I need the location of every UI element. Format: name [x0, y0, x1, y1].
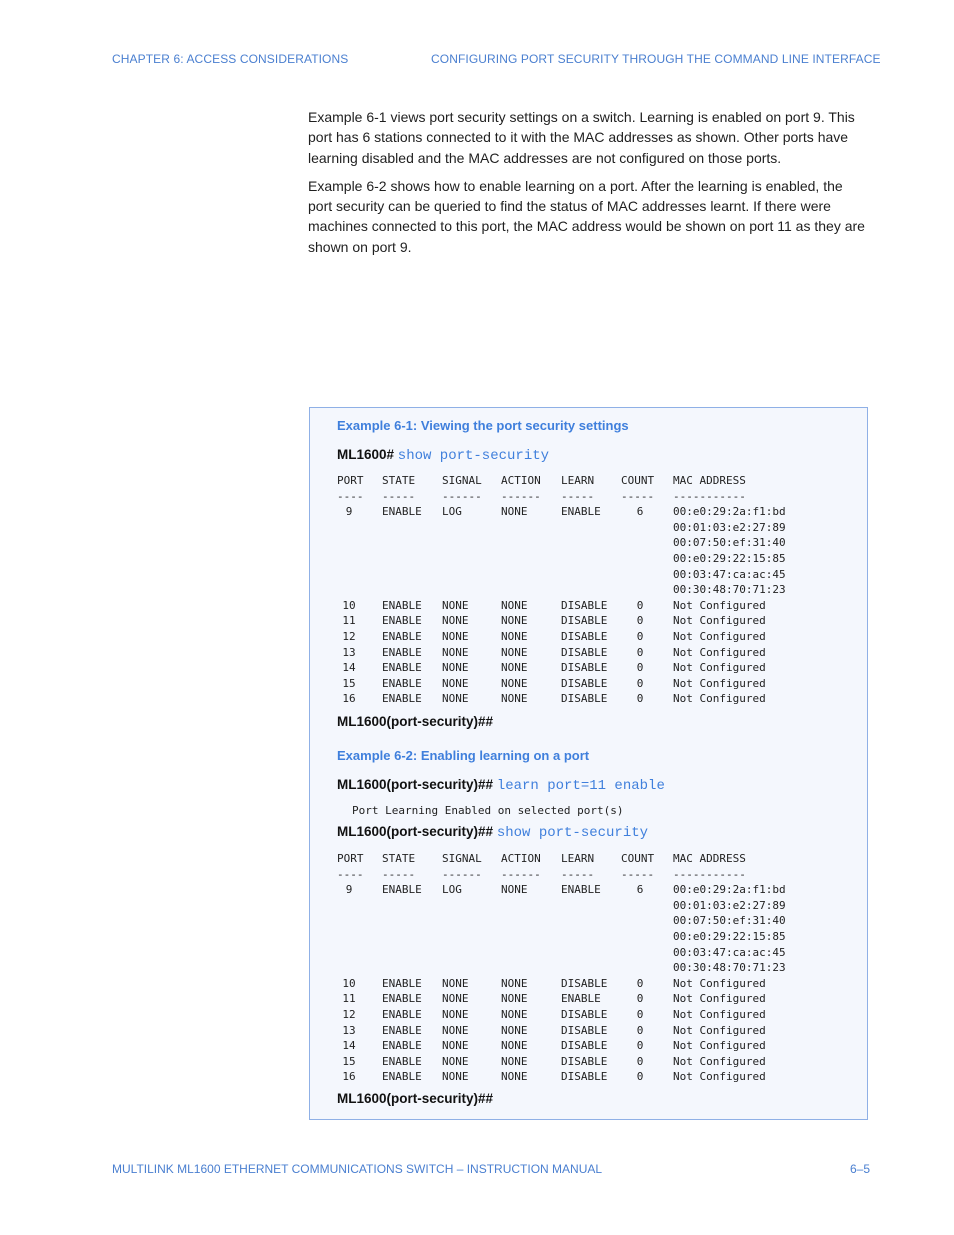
cell-mac: Not Configured: [673, 1007, 766, 1021]
cell-action: NONE: [501, 1023, 528, 1037]
cell-count: 0: [636, 992, 644, 1006]
cell-mac: Not Configured: [673, 992, 766, 1006]
col-action-header: ACTION: [501, 474, 541, 487]
cell-action: NONE: [501, 614, 528, 628]
col-count-header: COUNT: [621, 852, 655, 865]
cell-learn: ENABLE: [561, 992, 601, 1006]
cell-count: 0: [636, 1023, 644, 1037]
cell-action: NONE: [501, 1007, 528, 1021]
col-action-separator: ------: [501, 867, 541, 881]
cell-port: 13: [342, 1023, 356, 1037]
cell-action: NONE: [501, 692, 528, 706]
cell-port: 10: [342, 598, 356, 612]
cell-state: ENABLE: [382, 692, 422, 706]
example1-end-prompt: ML1600(port-security)##: [337, 714, 494, 729]
cell-port: 16: [342, 1070, 356, 1084]
example2-response: Port Learning Enabled on selected port(s): [352, 804, 624, 817]
cell-state: ENABLE: [382, 661, 422, 675]
cell-state: ENABLE: [382, 614, 422, 628]
cell-action: NONE: [501, 505, 528, 519]
col-learn-header: LEARN: [561, 474, 595, 487]
cell-signal: NONE: [442, 614, 469, 628]
col-learn-header: LEARN: [561, 852, 595, 865]
cell-count: 0: [636, 976, 644, 990]
example2-prompt-1: ML1600(port-security)##: [337, 777, 497, 792]
cell-count: 0: [636, 1070, 644, 1084]
cell-mac: 00:e0:29:22:15:85: [673, 551, 786, 565]
cell-signal: NONE: [442, 645, 469, 659]
cell-state: ENABLE: [382, 1070, 422, 1084]
cell-mac: 00:01:03:e2:27:89: [673, 520, 786, 534]
col-count-header: COUNT: [621, 474, 655, 487]
cell-action: NONE: [501, 992, 528, 1006]
example2-command-line-1: [337, 777, 665, 794]
example1-command-line: [337, 447, 549, 464]
cell-port: 14: [342, 661, 356, 675]
cell-learn: DISABLE: [561, 1007, 608, 1021]
col-mac-header: MAC ADDRESS: [673, 474, 746, 487]
cell-state: ENABLE: [382, 976, 422, 990]
cell-mac: Not Configured: [673, 1070, 766, 1084]
cell-learn: DISABLE: [561, 614, 608, 628]
cell-count: 0: [636, 661, 644, 675]
cell-action: NONE: [501, 976, 528, 990]
cell-action: NONE: [501, 598, 528, 612]
col-count-separator: -----: [621, 489, 655, 503]
cell-mac: Not Configured: [673, 645, 766, 659]
cell-signal: NONE: [442, 1039, 469, 1053]
example2-end-prompt: ML1600(port-security)##: [337, 1091, 494, 1106]
footer-page-number: 6–5: [849, 1162, 870, 1176]
cell-port: 9: [345, 883, 353, 897]
cell-learn: DISABLE: [561, 661, 608, 675]
cell-mac: 00:03:47:ca:ac:45: [673, 945, 786, 959]
cell-signal: NONE: [442, 1023, 469, 1037]
col-state-separator: -----: [382, 489, 416, 503]
cell-learn: DISABLE: [561, 598, 608, 612]
cell-state: ENABLE: [382, 505, 422, 519]
cell-state: ENABLE: [382, 1023, 422, 1037]
cell-action: NONE: [501, 1054, 528, 1068]
col-learn-separator: -----: [561, 489, 595, 503]
cell-port: 9: [345, 505, 353, 519]
cell-mac: Not Configured: [673, 676, 766, 690]
col-learn-separator: -----: [561, 867, 595, 881]
cell-state: ENABLE: [382, 629, 422, 643]
cell-mac: Not Configured: [673, 614, 766, 628]
example2-command-1: learn port=11 enable: [496, 778, 665, 794]
col-mac-header: MAC ADDRESS: [673, 852, 746, 865]
example-box: [309, 407, 868, 1120]
example1-title: Example 6-1: Viewing the port security settings: [337, 418, 629, 433]
cell-mac: 00:01:03:e2:27:89: [673, 898, 786, 912]
example2-prompt-2: ML1600(port-security)##: [337, 824, 497, 839]
cell-action: NONE: [501, 629, 528, 643]
cell-port: 16: [342, 692, 356, 706]
cell-mac: 00:e0:29:22:15:85: [673, 929, 786, 943]
cell-mac: 00:30:48:70:71:23: [673, 583, 786, 597]
cell-action: NONE: [501, 676, 528, 690]
cell-signal: NONE: [442, 1070, 469, 1084]
cell-state: ENABLE: [382, 645, 422, 659]
cell-mac: Not Configured: [673, 1054, 766, 1068]
col-action-header: ACTION: [501, 852, 541, 865]
col-signal-header: SIGNAL: [442, 474, 482, 487]
col-port-separator: ----: [337, 867, 364, 881]
cell-mac: 00:30:48:70:71:23: [673, 961, 786, 975]
cell-signal: NONE: [442, 976, 469, 990]
cell-signal: NONE: [442, 629, 469, 643]
col-state-separator: -----: [382, 867, 416, 881]
col-state-header: STATE: [382, 852, 416, 865]
example1-command: show port-security: [397, 448, 550, 464]
col-count-separator: -----: [621, 867, 655, 881]
cell-count: 0: [636, 614, 644, 628]
example2-command-2: show port-security: [496, 825, 649, 841]
cell-port: 12: [342, 629, 356, 643]
cell-port: 11: [342, 992, 356, 1006]
col-port-header: PORT: [337, 474, 364, 487]
cell-port: 15: [342, 676, 356, 690]
cell-count: 0: [636, 676, 644, 690]
cell-signal: NONE: [442, 692, 469, 706]
example2-title: Example 6-2: Enabling learning on a port: [337, 748, 590, 763]
col-port-header: PORT: [337, 852, 364, 865]
cell-state: ENABLE: [382, 1054, 422, 1068]
cell-learn: DISABLE: [561, 645, 608, 659]
cell-mac: 00:07:50:ef:31:40: [673, 536, 786, 550]
cell-mac: Not Configured: [673, 1023, 766, 1037]
col-signal-header: SIGNAL: [442, 852, 482, 865]
cell-count: 6: [636, 505, 644, 519]
cell-mac: 00:e0:29:2a:f1:bd: [673, 505, 786, 519]
cell-mac: Not Configured: [673, 976, 766, 990]
cell-mac: Not Configured: [673, 661, 766, 675]
cell-state: ENABLE: [382, 1039, 422, 1053]
cell-count: 0: [636, 598, 644, 612]
cell-count: 0: [636, 1054, 644, 1068]
cell-count: 0: [636, 1039, 644, 1053]
col-signal-separator: ------: [442, 867, 482, 881]
cell-action: NONE: [501, 661, 528, 675]
cell-count: 0: [636, 692, 644, 706]
col-action-separator: ------: [501, 489, 541, 503]
cell-count: 0: [636, 645, 644, 659]
cell-learn: DISABLE: [561, 1039, 608, 1053]
col-mac-separator: -----------: [673, 867, 746, 881]
cell-learn: ENABLE: [561, 883, 601, 897]
cell-signal: NONE: [442, 598, 469, 612]
cell-mac: 00:07:50:ef:31:40: [673, 914, 786, 928]
cell-state: ENABLE: [382, 598, 422, 612]
cell-port: 15: [342, 1054, 356, 1068]
cell-port: 12: [342, 1007, 356, 1021]
cell-action: NONE: [501, 1039, 528, 1053]
cell-signal: NONE: [442, 1054, 469, 1068]
cell-mac: Not Configured: [673, 598, 766, 612]
cell-count: 0: [636, 1007, 644, 1021]
cell-state: ENABLE: [382, 1007, 422, 1021]
cell-count: 0: [636, 629, 644, 643]
cell-learn: DISABLE: [561, 629, 608, 643]
col-mac-separator: -----------: [673, 489, 746, 503]
example2-command-line-2: [337, 824, 648, 841]
cell-learn: DISABLE: [561, 976, 608, 990]
cell-action: NONE: [501, 1070, 528, 1084]
cell-signal: NONE: [442, 661, 469, 675]
cell-signal: LOG: [442, 505, 462, 519]
cell-count: 6: [636, 883, 644, 897]
cell-mac: Not Configured: [673, 629, 766, 643]
cell-learn: DISABLE: [561, 692, 608, 706]
cell-mac: 00:03:47:ca:ac:45: [673, 567, 786, 581]
col-port-separator: ----: [337, 489, 364, 503]
cell-action: NONE: [501, 645, 528, 659]
cell-port: 13: [342, 645, 356, 659]
cell-action: NONE: [501, 883, 528, 897]
cell-port: 10: [342, 976, 356, 990]
cell-signal: NONE: [442, 992, 469, 1006]
cell-state: ENABLE: [382, 676, 422, 690]
cell-signal: LOG: [442, 883, 462, 897]
cell-state: ENABLE: [382, 883, 422, 897]
cell-mac: Not Configured: [673, 692, 766, 706]
cell-signal: NONE: [442, 676, 469, 690]
intro-paragraph-2: Example 6-2 shows how to enable learning on a port. After the learning is enabled, the port security can be queried to find the status of MAC addresses learnt. If there were machines connected to this port, the MAC address would be shown on port 11 as they are shown on port 9.: [308, 177, 865, 255]
chapter-header: CHAPTER 6: ACCESS CONSIDERATIONS: [112, 52, 349, 66]
cell-learn: ENABLE: [561, 505, 601, 519]
cell-mac: 00:e0:29:2a:f1:bd: [673, 883, 786, 897]
cell-learn: DISABLE: [561, 1023, 608, 1037]
cell-learn: DISABLE: [561, 676, 608, 690]
cell-learn: DISABLE: [561, 1070, 608, 1084]
section-header: CONFIGURING PORT SECURITY THROUGH THE COMMAND LINE INTERFACE: [431, 52, 881, 66]
cell-port: 11: [342, 614, 356, 628]
cell-learn: DISABLE: [561, 1054, 608, 1068]
footer-manual-title: MULTILINK ML1600 ETHERNET COMMUNICATIONS SWITCH – INSTRUCTION MANUAL: [112, 1162, 603, 1176]
col-state-header: STATE: [382, 474, 416, 487]
cell-port: 14: [342, 1039, 356, 1053]
cell-signal: NONE: [442, 1007, 469, 1021]
cell-state: ENABLE: [382, 992, 422, 1006]
example1-prompt: ML1600#: [337, 447, 398, 462]
col-signal-separator: ------: [442, 489, 482, 503]
cell-mac: Not Configured: [673, 1039, 766, 1053]
intro-text: [308, 107, 870, 265]
intro-paragraph-1: Example 6-1 views port security settings on a switch. Learning is enabled on port 9. This port has 6 stations connected to it with the MAC addresses as shown. Other ports have learning disabled and the MAC addresses are not configured on those ports.: [308, 109, 855, 166]
